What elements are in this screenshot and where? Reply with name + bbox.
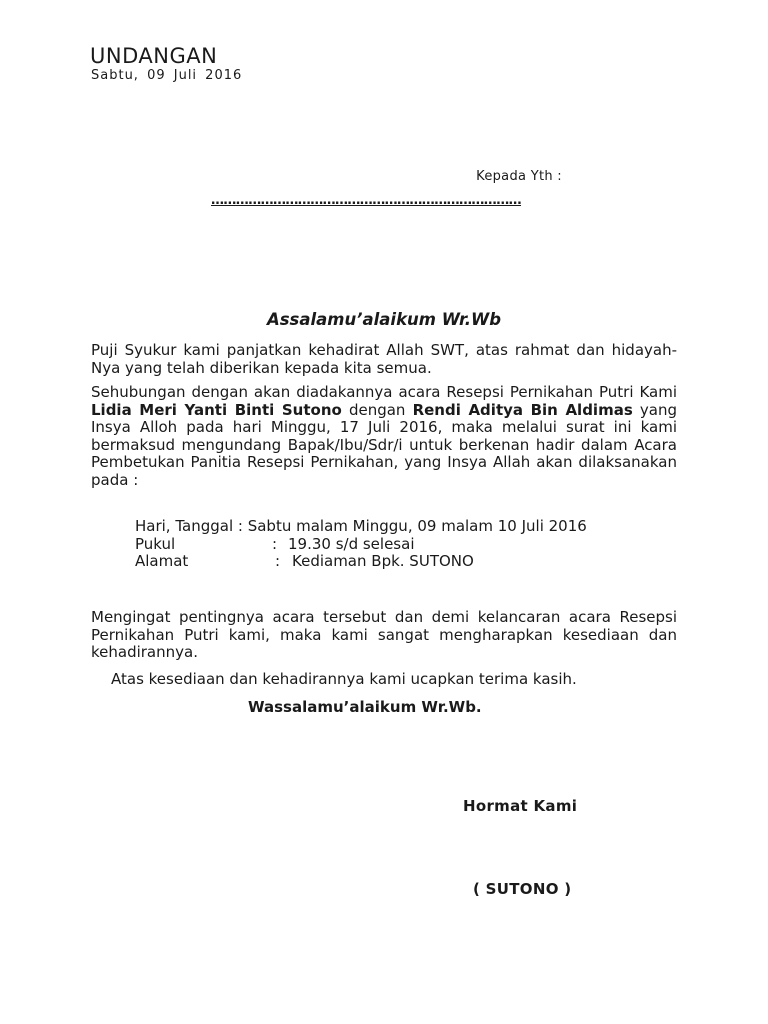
bride-name: Lidia Meri Yanti Binti Sutono xyxy=(91,400,342,419)
event-time-value: 19.30 s/d selesai xyxy=(288,534,415,553)
thanks-line: Atas kesediaan dan kehadirannya kami ucapkan terima kasih. xyxy=(111,670,577,688)
closing-greeting: Wassalamu’alaikum Wr.Wb. xyxy=(248,698,482,716)
recipient-label: Kepada Yth : xyxy=(476,169,562,184)
paragraph-gratitude: Puji Syukur kami panjatkan kehadirat Allah SWT, atas rahmat dan hidayah-Nya yang telah diberikan kepada kita semua. xyxy=(91,341,677,377)
event-address-row xyxy=(91,553,677,571)
event-time-label: Pukul xyxy=(135,534,176,553)
recipient-blank-line: ………………………………………………………………… xyxy=(211,193,522,208)
opening-greeting: Assalamu’alaikum Wr.Wb xyxy=(266,310,502,329)
event-details xyxy=(91,518,677,571)
event-address-separator: : xyxy=(275,552,281,570)
letter-title: UNDANGAN xyxy=(90,44,218,68)
paragraph-invitation-connector: dengan xyxy=(341,400,413,419)
event-time-separator: : xyxy=(272,534,278,553)
paragraph-invitation-intro: Sehubungan dengan akan diadakannya acara Resepsi Pernikahan Putri Kami xyxy=(91,383,677,401)
paragraph-request: Mengingat pentingnya acara tersebut dan demi kelancaran acara Resepsi Pernikahan Putri kami, maka kami sangat mengharapkan kesediaan dan kehadirannya. xyxy=(91,608,677,661)
paragraph-invitation xyxy=(91,384,677,489)
event-address-label: Alamat xyxy=(135,552,189,570)
paragraph-invitation-body: yang Insya Alloh pada hari Minggu, 17 Juli 2016, maka melalui surat ini kami bermaksud mengundang Bapak/Ibu/Sdr/i untuk berkenan hadir dalam Acara Pembetukan Panitia Resepsi Pernikahan, yang Insya Allah akan dilaksanakan pada : xyxy=(91,400,677,489)
event-date-row: Hari, Tanggal : Sabtu malam Minggu, 09 malam 10 Juli 2016 xyxy=(135,517,587,535)
letter-date: Sabtu, 09 Juli 2016 xyxy=(91,68,243,83)
event-address-value: Kediaman Bpk. SUTONO xyxy=(292,552,474,570)
signature-name: ( SUTONO ) xyxy=(473,880,572,898)
signature-regards: Hormat Kami xyxy=(463,797,578,815)
groom-name: Rendi Aditya Bin Aldimas xyxy=(412,400,633,419)
event-time-row xyxy=(91,536,677,554)
